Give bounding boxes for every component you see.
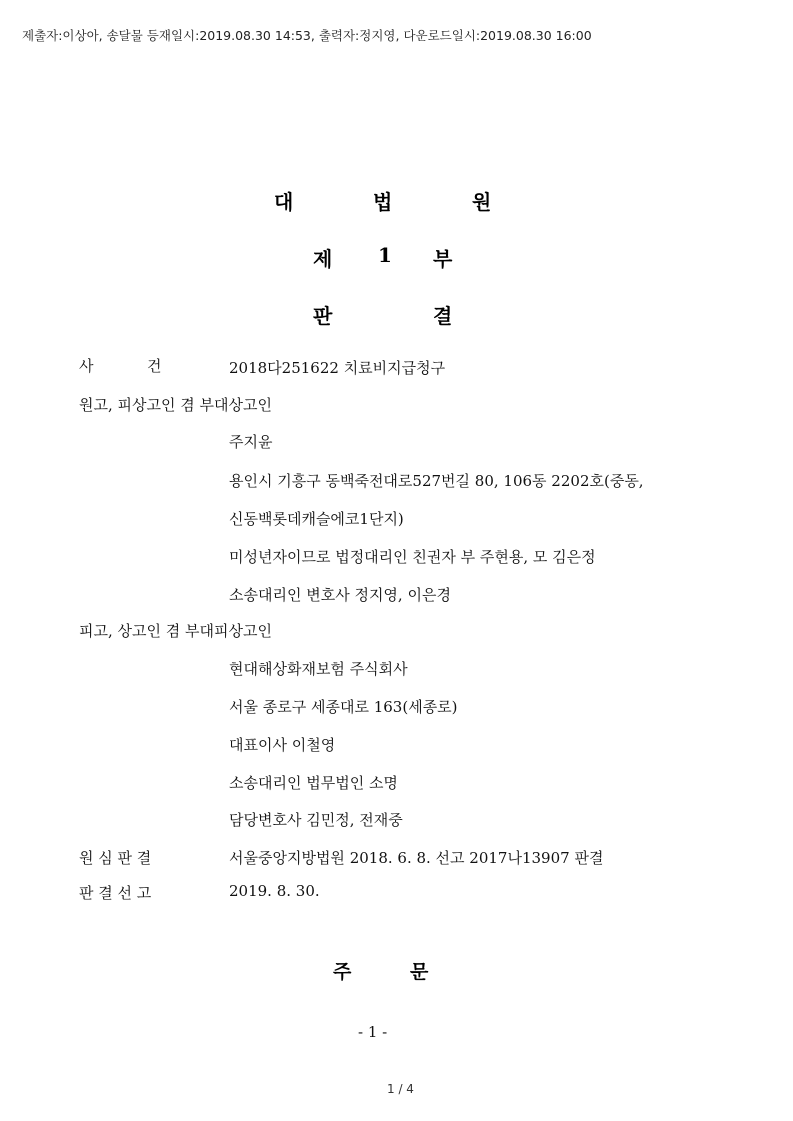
case-number: 2018다251622 치료비지급청구 bbox=[229, 359, 446, 377]
defendant-role: 피고, 상고인 겸 부대피상고인 bbox=[79, 622, 272, 640]
plaintiff-role: 원고, 피상고인 겸 부대상고인 bbox=[79, 396, 272, 414]
division-char-3: 부 bbox=[433, 247, 453, 271]
original-judgment-label: 원 심 판 결 bbox=[79, 849, 152, 867]
page-marker: - 1 - bbox=[358, 1023, 388, 1041]
court-title-char-2: 법 bbox=[373, 190, 393, 214]
defendant-ceo: 대표이사 이철영 bbox=[229, 736, 336, 754]
plaintiff-address-line-2: 신동백롯데캐슬에코1단지) bbox=[229, 510, 404, 528]
doc-title-char-1: 판 bbox=[313, 304, 333, 328]
order-heading-char-1: 주 bbox=[333, 961, 352, 983]
division-char-1: 제 bbox=[313, 247, 333, 271]
case-label-char-1: 사 bbox=[79, 357, 94, 375]
division-char-2: 1 bbox=[378, 243, 392, 267]
plaintiff-name: 주지윤 bbox=[229, 433, 273, 451]
plaintiff-legal-representative: 미성년자이므로 법정대리인 친권자 부 주현용, 모 김은정 bbox=[229, 548, 596, 566]
court-title-char-3: 원 bbox=[472, 190, 492, 214]
page-counter: 1 / 4 bbox=[387, 1082, 414, 1096]
case-label-char-2: 건 bbox=[147, 357, 162, 375]
defendant-name: 현대해상화재보험 주식회사 bbox=[229, 660, 408, 678]
defendant-law-firm: 소송대리인 법무법인 소명 bbox=[229, 774, 398, 792]
doc-title-char-2: 결 bbox=[433, 304, 453, 328]
defendant-attorneys: 담당변호사 김민정, 전재중 bbox=[229, 811, 403, 829]
plaintiff-address-line-1: 용인시 기흥구 동백죽전대로527번길 80, 106동 2202호(중동, bbox=[229, 472, 644, 490]
defendant-address: 서울 종로구 세종대로 163(세종로) bbox=[229, 698, 458, 716]
original-judgment-value: 서울중앙지방법원 2018. 6. 8. 선고 2017나13907 판결 bbox=[229, 849, 604, 867]
plaintiff-attorneys: 소송대리인 변호사 정지영, 이은경 bbox=[229, 586, 451, 604]
sentencing-date: 2019. 8. 30. bbox=[229, 882, 320, 900]
court-title-char-1: 대 bbox=[274, 190, 294, 214]
sentencing-label: 판 결 선 고 bbox=[79, 884, 152, 902]
order-heading-char-2: 문 bbox=[410, 961, 429, 983]
submission-info-header: 제출자:이상아, 송달물 등재일시:2019.08.30 14:53, 출력자:정지영, 다운로드일시:2019.08.30 16:00 bbox=[22, 28, 592, 43]
